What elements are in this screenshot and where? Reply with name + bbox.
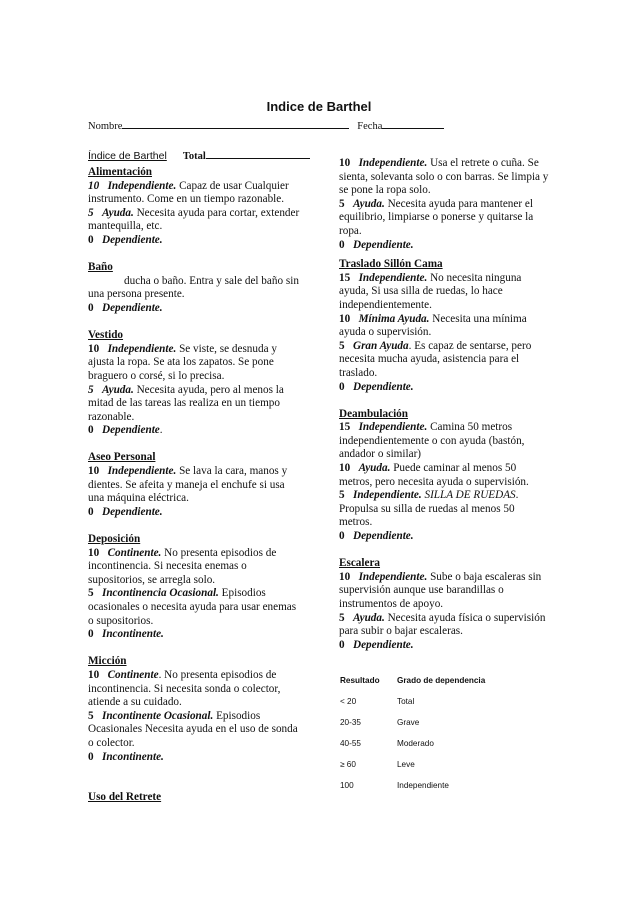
table-cell: Moderado	[397, 739, 434, 748]
item-0	[88, 424, 300, 438]
item-label: Dependiente.	[101, 301, 163, 314]
item-10	[88, 343, 300, 384]
section-heading: Deambulación	[339, 407, 408, 420]
score: 5	[88, 709, 94, 722]
item-10	[339, 571, 549, 612]
item-text: Camina 50 metros independientemente o con ayuda (bastón, andador o similar)	[339, 421, 525, 461]
section-heading: Uso del Retrete	[88, 791, 162, 804]
item-label: Dependiente.	[101, 505, 163, 518]
item-label: Ayuda.	[352, 611, 385, 624]
item-5	[88, 207, 300, 234]
item-text: Necesita ayuda para mantener el equilibrio, limpiarse o ponerse y quitarse la ropa.	[339, 197, 534, 237]
item-text: No presenta episodios de incontinencia. Si necesita enemas o supositorios, se arregla solo.	[88, 546, 277, 586]
score: 10	[339, 462, 351, 475]
item-label: Gran Ayuda	[352, 339, 409, 352]
item-label: Incontinente.	[101, 750, 164, 763]
item-10	[339, 462, 549, 489]
section-heading: Vestido	[88, 329, 124, 342]
item-0	[339, 239, 549, 253]
nombre-label: Nombre	[88, 121, 123, 132]
item-text: Se viste, se desnuda y ajusta la ropa. Se ata los zapatos. Se pone braguero o corsé, si lo precisa.	[88, 342, 277, 382]
item-10	[88, 465, 300, 506]
table-cell: Leve	[397, 760, 415, 769]
score: 10	[88, 179, 100, 192]
score: 0	[88, 424, 94, 437]
table-row	[340, 739, 485, 760]
item-label: Independiente.	[358, 157, 428, 169]
section-heading: Micción	[88, 655, 127, 668]
item-text: .	[159, 424, 163, 437]
item-0	[88, 628, 300, 642]
item-10	[88, 180, 300, 207]
score: 5	[88, 383, 94, 396]
item-5	[88, 710, 300, 751]
item-label: Independiente.	[358, 271, 428, 284]
item-15	[339, 272, 549, 313]
item-label: Continente.	[107, 546, 162, 559]
item-text: Episodios ocasionales o necesita ayuda para usar enemas o supositorios.	[88, 587, 297, 627]
item-5	[339, 340, 549, 381]
item-label: Incontinente.	[101, 628, 164, 641]
score: 5	[339, 339, 345, 352]
results-header-cell: Grado de dependencia	[397, 676, 486, 685]
results-table	[340, 676, 485, 802]
item-10	[88, 547, 300, 588]
score: 5	[339, 197, 345, 210]
score: 10	[88, 342, 100, 355]
item-label: Independiente.	[352, 489, 422, 502]
item-text: . No presenta episodios de incontinencia. Si necesita sonda o colector, atiende a su cuidado.	[88, 668, 281, 709]
table-row	[340, 718, 485, 739]
section-heading: Escalera	[339, 557, 381, 570]
item-label: Dependiente	[101, 424, 160, 437]
score: 15	[339, 271, 351, 284]
item-0	[88, 302, 300, 316]
item-label: Independiente.	[107, 465, 177, 478]
table-cell: Grave	[397, 718, 420, 727]
item-0	[88, 234, 300, 248]
item-label: Incontinente Ocasional.	[101, 709, 214, 722]
item-label: Incontinencia Ocasional.	[101, 587, 219, 600]
table-row	[340, 781, 485, 802]
item-text: Necesita ayuda, pero al menos la mitad de las tareas las realiza en un tiempo razonable.	[88, 383, 284, 423]
item-0	[339, 530, 549, 544]
item-text: ducha o baño. Entra y sale del baño sin una persona presente.	[88, 274, 299, 301]
left-column	[88, 166, 300, 805]
table-row	[340, 697, 485, 718]
nombre-field[interactable]	[122, 119, 349, 129]
item-text: Usa el retrete o cuña. Se sienta, solevanta solo o con barras. Se limpia y se pone la ropa solo.	[339, 157, 549, 197]
item-text: Necesita ayuda física o supervisión para subir o bajar escaleras.	[339, 611, 546, 638]
score: 5	[339, 489, 345, 502]
item-text: Necesita ayuda para cortar, extender mantequilla, etc.	[88, 206, 300, 233]
item-10	[339, 313, 549, 340]
fecha-label: Fecha	[357, 121, 383, 132]
item-label: Independiente.	[358, 421, 428, 434]
results-header-cell: Resultado	[340, 676, 380, 685]
item-label: Ayuda.	[358, 462, 391, 475]
total-field[interactable]	[206, 149, 310, 159]
fecha-field[interactable]	[382, 119, 444, 129]
item-label: Dependiente.	[352, 238, 414, 251]
item-15	[339, 421, 549, 462]
item-text: . Propulsa su silla de ruedas al menos 50 metros.	[339, 489, 519, 529]
table-cell: < 20	[340, 697, 357, 706]
item-10	[88, 669, 300, 710]
item-label: Ayuda.	[352, 197, 385, 210]
indice-label: Índice de Barthel	[88, 150, 167, 162]
item-text: Sube o baja escaleras sin supervisión aunque use barandillas o instrumentos de apoyo.	[339, 570, 542, 610]
score: 5	[88, 587, 94, 600]
item-0	[88, 506, 300, 520]
item-text: No necesita ninguna ayuda, Si usa silla de ruedas, lo hace independientemente.	[339, 271, 522, 311]
item-label: Dependiente.	[352, 638, 414, 651]
item-label: Dependiente.	[101, 233, 163, 246]
score: 10	[88, 465, 100, 478]
item-label: Independiente.	[107, 342, 177, 355]
table-cell: 40-55	[340, 739, 361, 748]
item-5	[88, 384, 300, 425]
item-label: Mínima Ayuda.	[358, 312, 430, 325]
score: 0	[88, 301, 94, 314]
item-5	[339, 612, 549, 639]
item-0	[339, 639, 549, 653]
table-row	[340, 760, 485, 781]
total-label: Total	[182, 151, 206, 162]
score: 0	[88, 750, 94, 763]
item-5	[339, 489, 549, 530]
item-label: Ayuda.	[101, 383, 134, 396]
score: 0	[339, 638, 345, 651]
item-0	[339, 381, 549, 395]
indice-total-line	[88, 146, 310, 164]
section-heading: Deposición	[88, 533, 141, 546]
table-cell: Independiente	[397, 781, 449, 790]
score: 10	[339, 312, 351, 325]
item-text: Puede caminar al menos 50 metros, pero necesita ayuda o supervisión.	[339, 462, 529, 488]
score: 0	[88, 628, 94, 641]
item-text: . Es capaz de sentarse, pero necesita mucha ayuda, asistencia para el traslado.	[339, 339, 532, 379]
header-line	[88, 119, 444, 132]
item-emphasis: SILLA DE RUEDAS	[421, 489, 516, 502]
table-cell: 100	[340, 781, 354, 790]
item-0	[88, 751, 300, 765]
table-cell: Total	[397, 697, 415, 706]
item-5	[339, 198, 549, 239]
score: 10	[339, 157, 351, 169]
item-label: Dependiente.	[352, 530, 414, 543]
score: 0	[339, 530, 345, 543]
section-heading: Baño	[88, 261, 113, 274]
score: 0	[339, 238, 345, 251]
section-heading: Aseo Personal	[88, 451, 156, 464]
item-text: Episodios Ocasionales Necesita ayuda en el uso de sonda o colector.	[88, 709, 298, 749]
table-cell: ≥ 60	[340, 760, 356, 769]
score: 10	[88, 546, 100, 559]
item-label: Ayuda.	[101, 206, 134, 219]
item-text: Necesita una mínima ayuda o supervisión.	[339, 312, 527, 339]
score: 5	[339, 611, 345, 624]
results-header-row	[340, 676, 485, 697]
score: 0	[88, 505, 94, 518]
right-column	[339, 157, 549, 652]
score: 0	[88, 233, 94, 246]
table-cell: 20-35	[340, 718, 361, 727]
score: 10	[339, 570, 351, 583]
score: 0	[339, 380, 345, 393]
page-title: Indice de Barthel	[266, 99, 372, 114]
item-label: Independiente.	[107, 179, 177, 192]
score: 10	[88, 668, 100, 681]
item-text: Capaz de usar Cualquier instrumento. Come en un tiempo razonable.	[88, 179, 289, 206]
section-heading: Traslado Sillón Cama	[339, 258, 443, 271]
item-label: Dependiente.	[352, 380, 414, 393]
score: 5	[88, 206, 94, 219]
score: 15	[339, 421, 351, 434]
item-label: Independiente.	[358, 570, 428, 583]
item-5	[88, 587, 300, 628]
section-heading: Alimentación	[88, 166, 153, 178]
item-10	[339, 157, 549, 198]
item-label: Continente	[107, 668, 159, 681]
item-text: Se lava la cara, manos y dientes. Se afeita y maneja el enchufe si usa una máquina eléctrica.	[88, 465, 288, 505]
